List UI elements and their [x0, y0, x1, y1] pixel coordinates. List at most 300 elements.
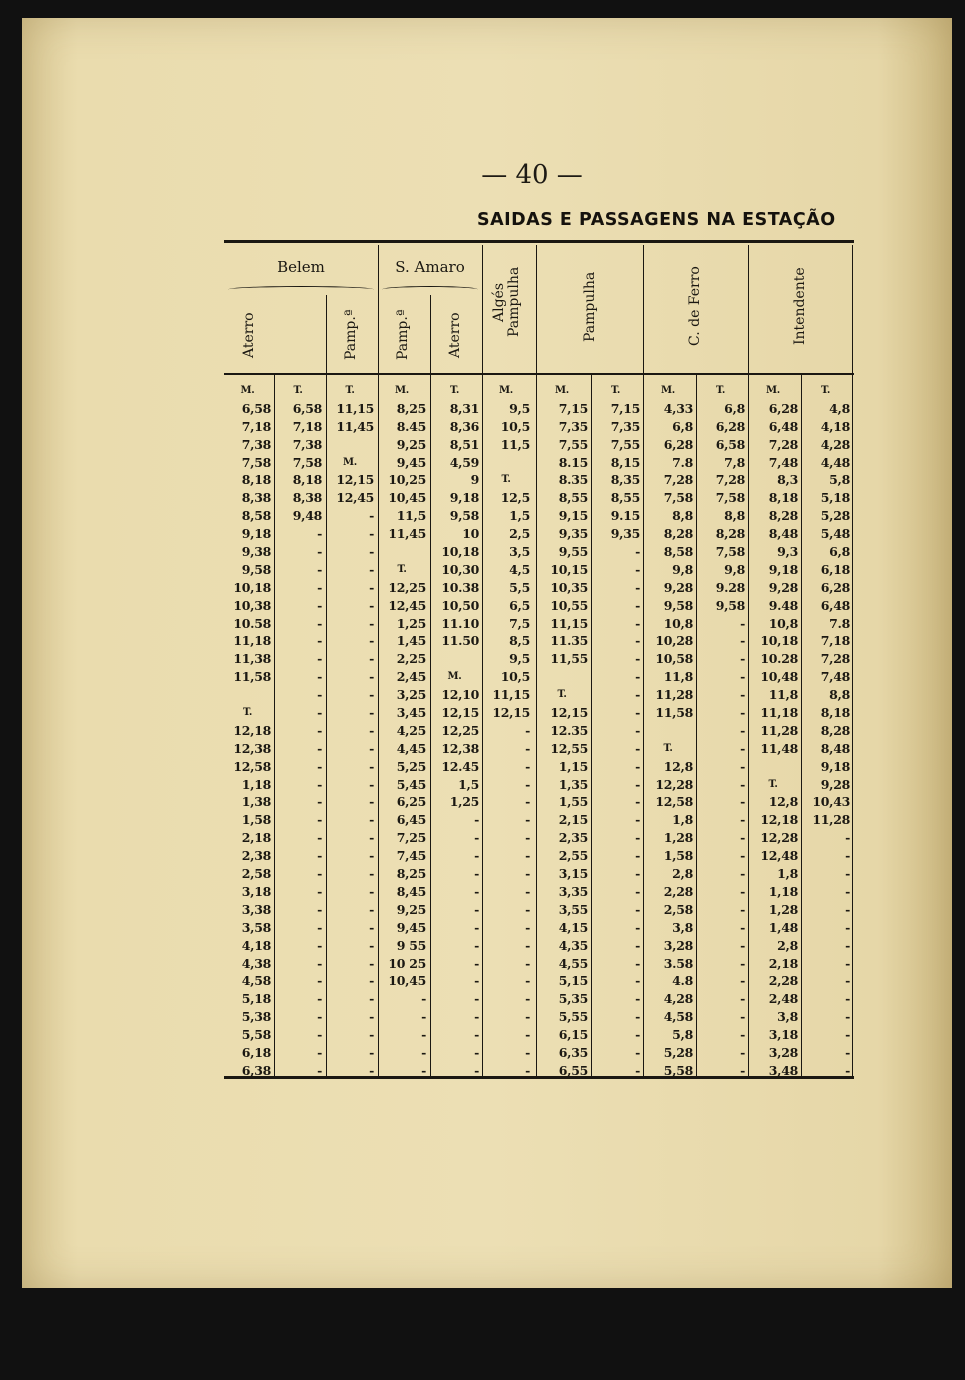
table-cell: M.	[240, 385, 255, 396]
table-cell: -	[474, 866, 479, 882]
table-cell: 3,25	[396, 687, 426, 703]
table-cell: 8,18	[820, 705, 850, 721]
table-cell: 11,28	[760, 722, 798, 738]
table-cell: 8,28	[820, 722, 850, 738]
table-cell: -	[635, 830, 640, 846]
table-cell: -	[635, 794, 640, 810]
table-cell: 1,18	[241, 776, 271, 792]
table-cell: 8,36	[449, 418, 479, 434]
table-cell: -	[369, 705, 374, 721]
column-intendente-m	[748, 382, 798, 1080]
table-cell: -	[740, 615, 745, 631]
table-cell: 8.35	[558, 472, 588, 488]
table-cell: -	[474, 937, 479, 953]
table-cell: 9	[470, 472, 479, 488]
table-cell: 1,18	[768, 883, 798, 899]
table-cell: 10,18	[233, 579, 271, 595]
table-cell: -	[474, 830, 479, 846]
table-cell: 7,15	[610, 400, 640, 416]
table-cell: 12,8	[768, 794, 798, 810]
group-s-amaro-brace	[382, 286, 478, 293]
table-cell: 8,35	[610, 472, 640, 488]
table-cell: 2,18	[241, 830, 271, 846]
table-cell: -	[740, 901, 745, 917]
table-cell: 3,5	[509, 544, 530, 560]
table-cell: 12,15	[550, 705, 588, 721]
table-cell: 1,25	[449, 794, 479, 810]
table-cell: 1,58	[663, 848, 693, 864]
table-cell: T.	[449, 385, 460, 396]
table-cell: 6,18	[820, 561, 850, 577]
table-cell: 4,58	[663, 1009, 693, 1025]
table-cell: -	[845, 1044, 850, 1060]
table-cell: -	[317, 883, 322, 899]
table-cell: 11,58	[233, 669, 271, 685]
table-cell: 8,28	[715, 526, 745, 542]
table-cell: -	[369, 973, 374, 989]
table-cell: -	[635, 919, 640, 935]
table-cell: 4,48	[820, 454, 850, 470]
table-cell: M.	[499, 385, 513, 396]
table-cell: -	[369, 901, 374, 917]
table-cell: -	[369, 544, 374, 560]
table-cell: 11,58	[655, 705, 693, 721]
table-cell: -	[635, 973, 640, 989]
table-cell: 4,58	[241, 973, 271, 989]
table-cell: 7.8	[672, 454, 693, 470]
table-cell: 4.8	[672, 973, 693, 989]
table-cell: 7,48	[768, 454, 798, 470]
table-cell: 2,58	[663, 901, 693, 917]
table-cell: T.	[610, 385, 621, 396]
table-cell: 5,35	[558, 991, 588, 1007]
table-cell: 10,18	[760, 633, 798, 649]
table-cell: -	[740, 991, 745, 1007]
header-bottom-rule	[224, 373, 854, 375]
table-cell: 3,28	[768, 1044, 798, 1060]
table-cell: 4,5	[509, 561, 530, 577]
table-cell: 2,48	[768, 991, 798, 1007]
table-cell: 2,15	[558, 812, 588, 828]
table-cell: -	[635, 1062, 640, 1078]
table-cell: -	[317, 561, 322, 577]
table-cell: -	[845, 1009, 850, 1025]
table-cell: T.	[501, 474, 511, 486]
table-cell: -	[369, 919, 374, 935]
table-cell: -	[635, 633, 640, 649]
table-cell: -	[317, 830, 322, 846]
table-cell: T.	[293, 385, 303, 396]
table-cell: 5,25	[396, 758, 426, 774]
header-c-de-ferro: C. de Ferro	[687, 266, 703, 346]
table-cell: 7,48	[820, 669, 850, 685]
table-cell: -	[845, 883, 850, 899]
table-cell: -	[369, 776, 374, 792]
table-cell	[482, 454, 530, 472]
table-cell: -	[740, 1044, 745, 1060]
table-cell: 10.28	[760, 651, 798, 667]
table-cell: 1,58	[241, 812, 271, 828]
table-cell: 5,38	[241, 1009, 271, 1025]
table-cell: -	[635, 669, 640, 685]
table-cell: 12,48	[760, 848, 798, 864]
table-cell: 12,28	[760, 830, 798, 846]
table-cell: 4,25	[396, 722, 426, 738]
table-cell: 9,58	[715, 597, 745, 613]
group-belem: Belem	[277, 258, 325, 276]
table-cell: -	[525, 1009, 530, 1025]
table-cell: T.	[715, 385, 726, 396]
table-cell: 7,28	[663, 472, 693, 488]
table-cell: 5,15	[558, 973, 588, 989]
table-cell: 6,48	[768, 418, 798, 434]
table-cell: 7,28	[768, 436, 798, 452]
table-cell: 4,38	[241, 955, 271, 971]
table-cell: 3,18	[768, 1027, 798, 1043]
table-cell: -	[525, 919, 530, 935]
table-cell: 9,45	[396, 454, 426, 470]
table-cell: 7,35	[558, 418, 588, 434]
table-cell: 8,55	[610, 490, 640, 506]
table-cell: 8,55	[558, 490, 588, 506]
table-cell: 8,28	[663, 526, 693, 542]
table-cell: 9,15	[558, 508, 588, 524]
table-cell: 9,55	[558, 544, 588, 560]
table-cell: 5,45	[396, 776, 426, 792]
column-belem-aterro-t	[274, 382, 322, 1080]
table-cell: -	[369, 579, 374, 595]
table-cell: -	[845, 901, 850, 917]
table-cell: 12,45	[336, 490, 374, 506]
table-cell: -	[740, 1062, 745, 1078]
page-number: — 40 —	[481, 160, 583, 190]
table-cell: 7,45	[396, 848, 426, 864]
table-cell: M.	[661, 385, 675, 396]
table-cell: 5,58	[663, 1062, 693, 1078]
table-cell: 8,3	[777, 472, 798, 488]
table-cell: 5,18	[820, 490, 850, 506]
table-cell: -	[845, 1027, 850, 1043]
header-aterro-s-amaro: Aterro	[447, 312, 463, 358]
table-cell: 2,45	[396, 669, 426, 685]
table-cell: 10,38	[233, 597, 271, 613]
table-cell: -	[740, 848, 745, 864]
table-cell: 12,10	[441, 687, 479, 703]
table-cell: -	[740, 722, 745, 738]
table-cell: 7,38	[292, 436, 322, 452]
column-pampulha-t	[591, 382, 640, 1080]
table-cell: 7.8	[829, 615, 850, 631]
table-cell: 3,55	[558, 901, 588, 917]
table-cell: -	[635, 740, 640, 756]
table-cell: 11,18	[233, 633, 271, 649]
table-cell: -	[635, 1044, 640, 1060]
table-cell: -	[845, 991, 850, 1007]
table-cell: T.	[242, 707, 253, 719]
table-cell: -	[369, 1009, 374, 1025]
table-cell: -	[635, 937, 640, 953]
table-cell: -	[369, 866, 374, 882]
table-cell: 1,55	[558, 794, 588, 810]
table-cell: -	[369, 633, 374, 649]
table-cell: -	[525, 955, 530, 971]
table-cell: 2,25	[396, 651, 426, 667]
table-cell: 7,18	[241, 418, 271, 434]
table-cell: -	[317, 973, 322, 989]
table-cell: -	[740, 740, 745, 756]
table-cell: 6,28	[715, 418, 745, 434]
table-cell: 3,28	[663, 937, 693, 953]
table-cell: 8,25	[396, 400, 426, 416]
table-cell: T.	[820, 385, 831, 396]
table-cell: -	[525, 740, 530, 756]
table-cell: -	[317, 544, 322, 560]
table-cell: 12,25	[388, 579, 426, 595]
table-cell: 7,58	[715, 490, 745, 506]
table-cell: -	[845, 848, 850, 864]
table-cell: 9,28	[663, 579, 693, 595]
table-cell: -	[474, 883, 479, 899]
group-belem-brace	[228, 286, 374, 293]
table-cell: -	[525, 1044, 530, 1060]
table-cell: 3,18	[241, 883, 271, 899]
table-cell: -	[369, 1044, 374, 1060]
table-cell: 12,8	[663, 758, 693, 774]
table-cell: -	[369, 722, 374, 738]
table-cell: 12,28	[655, 776, 693, 792]
table-cell: 7,15	[558, 400, 588, 416]
table-cell: -	[317, 848, 322, 864]
table-cell: -	[369, 758, 374, 774]
table-cell: 9,28	[768, 579, 798, 595]
table-cell: M.	[555, 385, 569, 396]
table-cell: 9.15	[610, 508, 640, 524]
table-cell: 7,28	[715, 472, 745, 488]
table-cell: 12,18	[233, 722, 271, 738]
table-cell: 9,28	[820, 776, 850, 792]
table-cell: -	[421, 1044, 426, 1060]
table-cell: -	[525, 776, 530, 792]
table-cell: 12,55	[550, 740, 588, 756]
table-cell: 6,8	[829, 544, 850, 560]
table-cell: 5,55	[558, 1009, 588, 1025]
table-cell: 7,5	[509, 615, 530, 631]
table-cell: -	[635, 561, 640, 577]
table-cell: M.	[447, 671, 462, 683]
table-cell: 9,25	[396, 901, 426, 917]
table-cell: 11.35	[550, 633, 588, 649]
table-cell: 11,15	[550, 615, 588, 631]
table-cell: 10,5	[500, 669, 530, 685]
table-cell: -	[474, 919, 479, 935]
group-s-amaro: S. Amaro	[395, 258, 465, 276]
table-cell: 9,38	[241, 544, 271, 560]
table-cell: -	[525, 991, 530, 1007]
header-intendente: Intendente	[792, 267, 808, 345]
table-cell: 6,58	[292, 400, 322, 416]
table-cell: 11,8	[663, 669, 693, 685]
table-cell: 7,28	[820, 651, 850, 667]
table-cell: -	[474, 973, 479, 989]
table-cell: -	[317, 1062, 322, 1078]
table-cell: 3,15	[558, 866, 588, 882]
table-cell: -	[317, 812, 322, 828]
table-cell: -	[474, 901, 479, 917]
table-cell: 2,35	[558, 830, 588, 846]
table-cell: 6,35	[558, 1044, 588, 1060]
table-cell: -	[421, 1062, 426, 1078]
table-cell: 2,5	[509, 526, 530, 542]
table-cell: 5,28	[820, 508, 850, 524]
table-cell: -	[740, 705, 745, 721]
table-cell: 10,45	[388, 490, 426, 506]
table-cell: -	[421, 991, 426, 1007]
table-cell: -	[525, 830, 530, 846]
table-cell: 8,58	[663, 544, 693, 560]
table-cell: 10,55	[550, 597, 588, 613]
table-cell: 1,45	[396, 633, 426, 649]
table-cell: 1,8	[777, 866, 798, 882]
table-cell: 1,25	[396, 615, 426, 631]
table-cell: 9,35	[558, 526, 588, 542]
table-cell: -	[317, 526, 322, 542]
table-cell: 10,15	[550, 561, 588, 577]
table-cell: 1,15	[558, 758, 588, 774]
table-cell: 3,8	[777, 1009, 798, 1025]
table-cell: -	[317, 937, 322, 953]
column-belem-pamp	[326, 382, 374, 1080]
table-cell: 9,18	[820, 758, 850, 774]
table-cell: -	[525, 812, 530, 828]
table-cell: 6,45	[396, 812, 426, 828]
table-cell: -	[635, 866, 640, 882]
table-cell: 9,5	[509, 651, 530, 667]
table-cell: -	[740, 919, 745, 935]
table-cell: 1,38	[241, 794, 271, 810]
table-cell: 10,5	[500, 418, 530, 434]
table-cell: -	[317, 991, 322, 1007]
table-cell: -	[635, 991, 640, 1007]
table-cell: -	[317, 901, 322, 917]
table-cell: 4,18	[820, 418, 850, 434]
table-cell: 10,50	[441, 597, 479, 613]
table-cell: 5,8	[829, 472, 850, 488]
header-alges-pampulha: Algés Pampulha	[491, 266, 522, 338]
table-cell: 8,8	[672, 508, 693, 524]
table-cell	[224, 686, 271, 704]
table-cell: -	[317, 651, 322, 667]
page-title: SAIDAS E PASSAGENS NA ESTAÇÃO	[477, 210, 836, 230]
table-cell: 8,38	[292, 490, 322, 506]
table-cell: 9.48	[768, 597, 798, 613]
table-cell: -	[369, 794, 374, 810]
table-cell: -	[845, 866, 850, 882]
table-cell: 7,55	[610, 436, 640, 452]
table-cell: -	[317, 687, 322, 703]
table-cell: 1,28	[663, 830, 693, 846]
table-cell: 4,15	[558, 919, 588, 935]
table-cell: -	[474, 1027, 479, 1043]
table-cell: M.	[343, 456, 357, 468]
column-divider	[852, 245, 853, 1076]
table-cell: 6,28	[768, 400, 798, 416]
table-cell: -	[740, 758, 745, 774]
table-cell: 12,58	[655, 794, 693, 810]
table-cell: 3,45	[396, 705, 426, 721]
table-cell: -	[317, 1044, 322, 1060]
table-cell: 5,8	[672, 1027, 693, 1043]
table-cell: -	[845, 955, 850, 971]
table-cell: 10,43	[812, 794, 850, 810]
table-cell: 9,35	[610, 526, 640, 542]
table-cell: 12.45	[441, 758, 479, 774]
table-cell: -	[740, 937, 745, 953]
table-cell: 9,18	[449, 490, 479, 506]
table-cell: 8,5	[509, 633, 530, 649]
table-cell: -	[635, 901, 640, 917]
table-cell: -	[525, 883, 530, 899]
table-cell: 9,5	[509, 400, 530, 416]
table-cell: -	[635, 955, 640, 971]
table-cell: 5,48	[820, 526, 850, 542]
table-cell: T.	[557, 689, 567, 701]
table-cell: 10,8	[663, 615, 693, 631]
table-cell: 6,28	[820, 579, 850, 595]
table-cell: -	[635, 615, 640, 631]
table-cell: -	[421, 1027, 426, 1043]
table-cell: -	[369, 848, 374, 864]
table-cell: 2,38	[241, 848, 271, 864]
table-cell: -	[525, 973, 530, 989]
table-cell: 9,18	[241, 526, 271, 542]
table-cell: -	[845, 919, 850, 935]
table-cell: -	[474, 812, 479, 828]
table-cell: T.	[345, 385, 355, 396]
table-cell: 7,35	[610, 418, 640, 434]
table-cell: 6,8	[672, 418, 693, 434]
table-cell: 7,18	[820, 633, 850, 649]
table-cell	[748, 758, 798, 776]
table-cell: 6,8	[724, 400, 745, 416]
table-cell: -	[474, 1009, 479, 1025]
table-cell: 10 25	[388, 955, 426, 971]
table-cell: 12,18	[760, 812, 798, 828]
table-cell: -	[317, 758, 322, 774]
table-cell: -	[525, 901, 530, 917]
table-cell: -	[369, 651, 374, 667]
table-cell: -	[635, 597, 640, 613]
table-cell: -	[740, 794, 745, 810]
table-cell: 7,58	[292, 454, 322, 470]
table-cell: 12,45	[388, 597, 426, 613]
table-cell: 11,55	[550, 651, 588, 667]
table-cell: -	[740, 955, 745, 971]
table-cell: 6,5	[509, 597, 530, 613]
table-cell: 12,25	[441, 722, 479, 738]
table-cell	[430, 650, 479, 668]
table-cell: -	[740, 776, 745, 792]
table-cell: 10,28	[655, 633, 693, 649]
table-cell: -	[845, 830, 850, 846]
table-cell: 11,45	[336, 418, 374, 434]
table-cell	[643, 722, 693, 740]
table-cell: -	[317, 794, 322, 810]
table-cell: 3,8	[672, 919, 693, 935]
header-pampulha: Pampulha	[582, 271, 598, 343]
table-cell: M.	[395, 385, 409, 396]
table-cell: 12.35	[550, 722, 588, 738]
table-cell: 3.58	[663, 955, 693, 971]
